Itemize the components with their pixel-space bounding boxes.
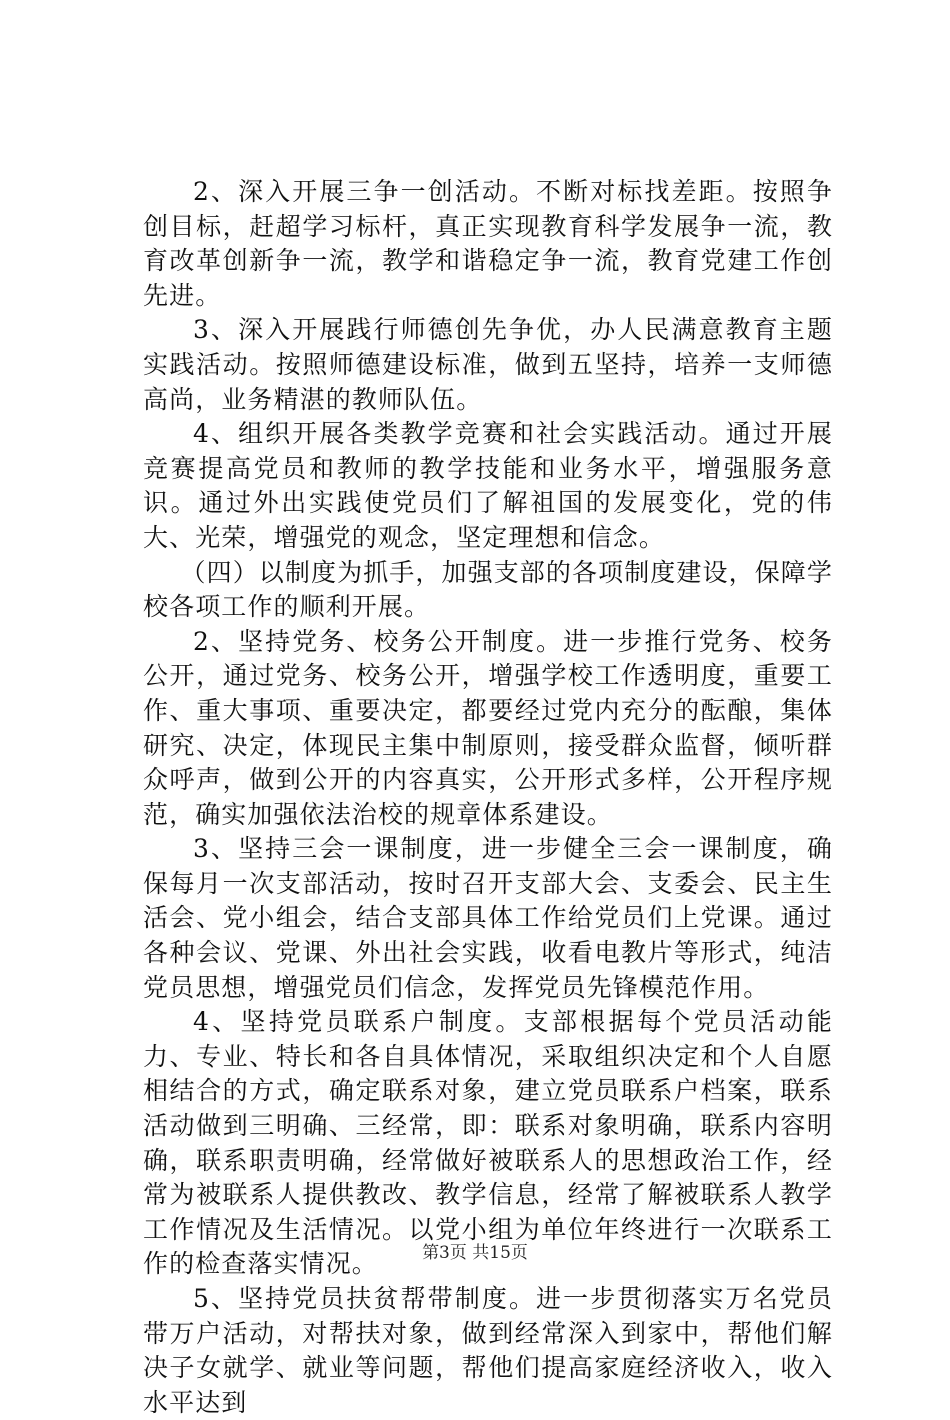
paragraph-item-2: 2、深入开展三争一创活动。不断对标找差距。按照争创目标，赶超学习标杆，真正实现教育科学发展争一流，教育改革创新争一流，教学和谐稳定争一流，教育党建工作创先进。 <box>143 177 833 310</box>
page-footer: 第3页 共15页 <box>422 1243 528 1263</box>
body-text <box>143 175 833 1420</box>
paragraph-item-3: 3、深入开展践行师德创先争优，办人民满意教育主题实践活动。按照师德建设标准，做到五坚持，培养一支师德高尚，业务精湛的教师队伍。 <box>143 315 833 414</box>
paragraph-disclosure-system: 2、坚持党务、校务公开制度。进一步推行党务、校务公开，通过党务、校务公开，增强学校工作透明度，重要工作、重大事项、重要决定，都要经过党内充分的酝酿，集体研究、决定，体现民主集中制原则，接受群众监督，倾听群众呼声，做到公开的内容真实，公开形式多样，公开程序规范，确实加强依法治校的规章体系建设。 <box>143 626 833 829</box>
paragraph-contact-system: 4、坚持党员联系户制度。支部根据每个党员活动能力、专业、特长和各自具体情况，采取组织决定和个人自愿相结合的方式，确定联系对象，建立党员联系户档案，联系活动做到三明确、三经常，即：联系对象明确，联系内容明确，联系职责明确，经常做好被联系人的思想政治工作，经常为被联系人提供教改、教学信息，经常了解被联系人教学工作情况及生活情况。以党小组为单位年终进行一次联系工作的检查落实情况。 <box>143 1007 833 1279</box>
section-heading-4: （四）以制度为抓手，加强支部的各项制度建设，保障学校各项工作的顺利开展。 <box>143 557 834 622</box>
paragraph-meeting-system: 3、坚持三会一课制度，进一步健全三会一课制度，确保每月一次支部活动，按时召开支部大会、支委会、民主生活会、党小组会，结合支部具体工作给党员们上党课。通过各种会议、党课、外出社会实践，收看电教片等形式，纯洁党员思想，增强党员们信念，发挥党员先锋模范作用。 <box>143 834 833 1002</box>
paragraph-poverty-help-system: 5、坚持党员扶贫帮带制度。进一步贯彻落实万名党员带万户活动，对帮扶对象，做到经常深入到家中，帮他们解决子女就学、就业等问题，帮他们提高家庭经济收入，收入水平达到 <box>143 1284 833 1417</box>
paragraph-item-4: 4、组织开展各类教学竞赛和社会实践活动。通过开展竞赛提高党员和教师的教学技能和业务水平，增强服务意识。通过外出实践使党员们了解祖国的发展变化，党的伟大、光荣，增强党的观念，坚定理想和信念。 <box>143 419 833 552</box>
